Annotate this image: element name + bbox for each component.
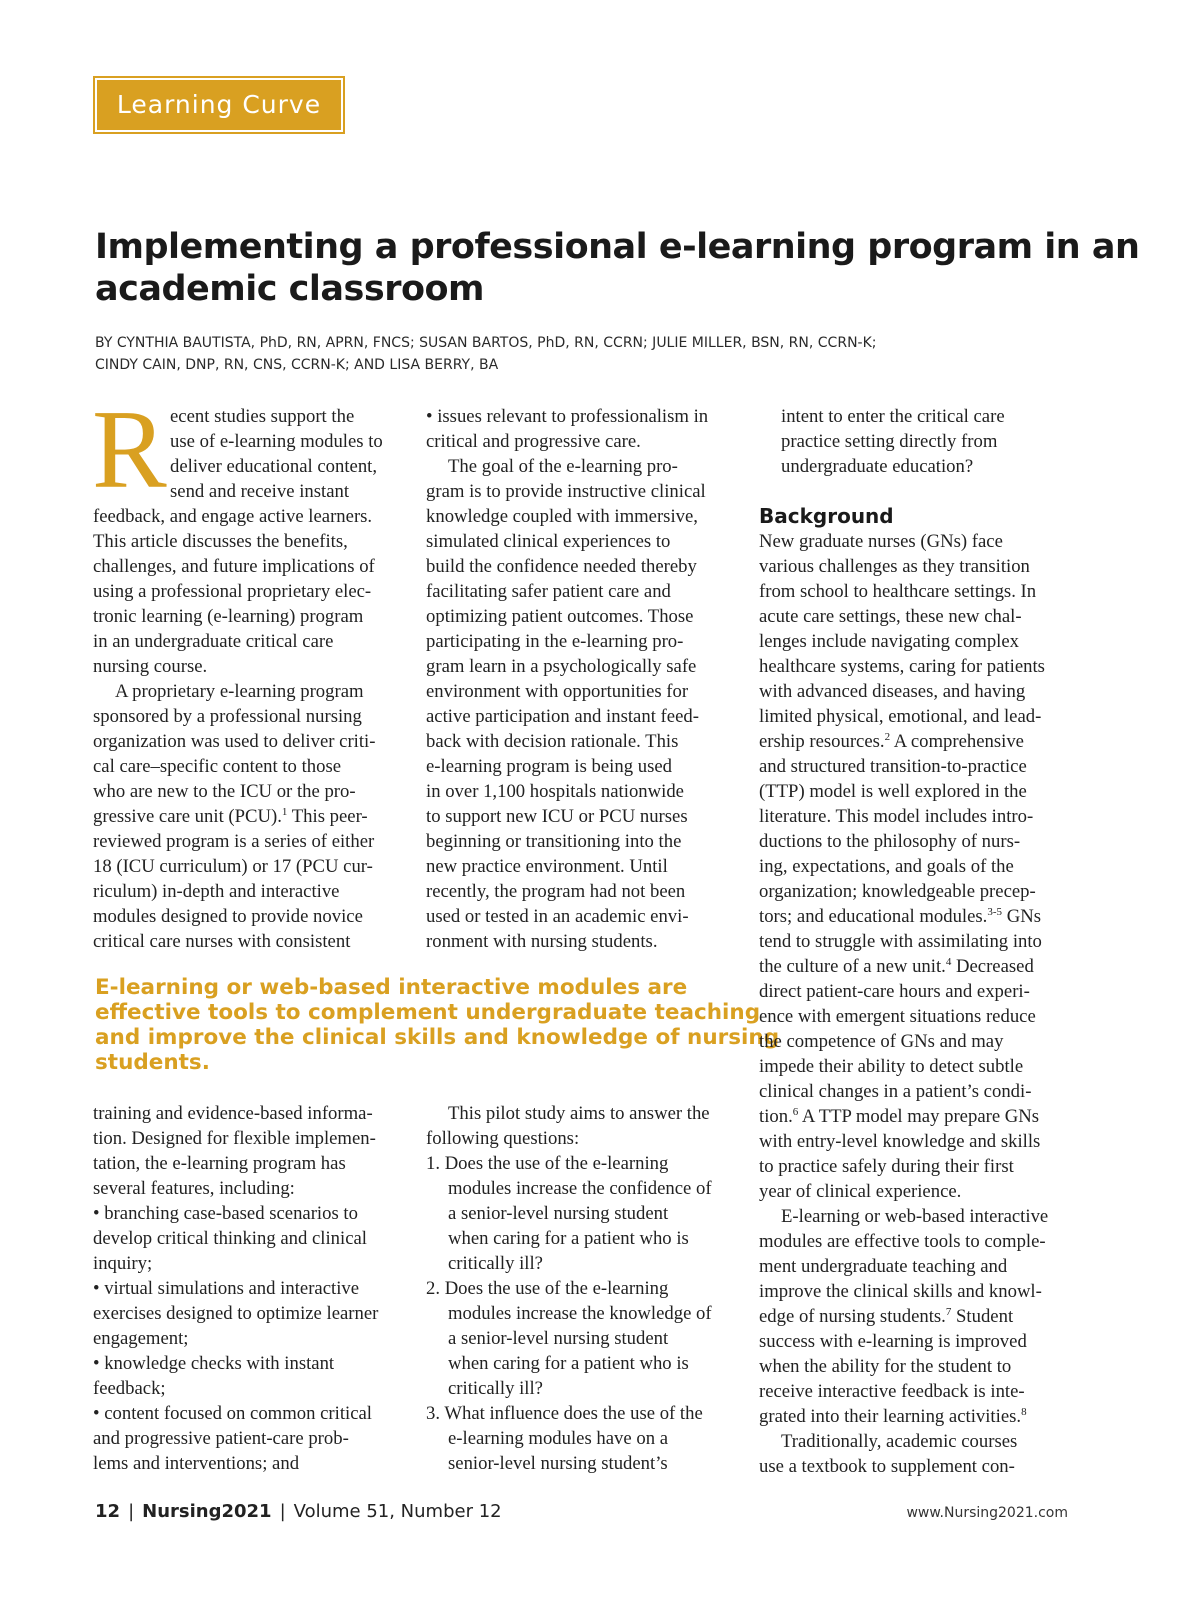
drop-cap-wrap-lines	[93, 404, 413, 504]
text-line: to support new ICU or PCU nurses	[426, 806, 688, 827]
text-line: improve the clinical skills and knowl-	[759, 1281, 1042, 1302]
article-title	[95, 226, 1140, 310]
bullet-item: • knowledge checks with instant	[93, 1353, 335, 1374]
text-line: riculum) in-depth and interactive	[93, 881, 340, 902]
text-line: grated into their learning activities.$^8$	[759, 1405, 1027, 1427]
text-line: undergraduate education?	[781, 456, 974, 477]
text-line: from school to healthcare settings. In	[759, 581, 1037, 602]
drop-cap: R	[92, 388, 167, 512]
column-2-bottom	[426, 1101, 746, 1476]
footer-website: www.Nursing2021.com	[906, 1505, 1068, 1521]
text-line: edge of nursing students.$^7$ Student	[759, 1305, 1014, 1327]
text-line: deliver educational content,	[170, 456, 378, 477]
text-line: healthcare systems, caring for patients	[759, 656, 1045, 677]
text-line: nursing course.	[93, 656, 208, 677]
text-line: This article discusses the benefits,	[93, 531, 348, 552]
text-line: simulated clinical experiences to	[426, 531, 671, 552]
text-line: gressive care unit (PCU).$^1$ This peer-	[93, 805, 368, 827]
text-line: modules increase the confidence of	[448, 1178, 712, 1199]
text-line: gram learn in a psychologically safe	[426, 656, 697, 677]
byline	[95, 332, 1095, 376]
journal-name: Nursing2021	[142, 1501, 272, 1522]
text-line: the competence of GNs and may	[759, 1031, 1004, 1052]
citation: 3-5	[987, 905, 1003, 918]
citation: 1	[281, 805, 288, 818]
text-line: lenges include navigating complex	[759, 631, 1019, 652]
text-line: active participation and instant feed-	[426, 706, 699, 727]
text-line: gram is to provide instructive clinical	[426, 481, 706, 502]
text-line: tend to struggle with assimilating into	[759, 931, 1042, 952]
text-line: a senior-level nursing student	[448, 1203, 669, 1224]
text-line: literature. This model includes intro-	[759, 806, 1034, 827]
text-line: engagement;	[93, 1328, 189, 1349]
column-2-top	[426, 404, 746, 954]
citation: 8	[1021, 1405, 1027, 1418]
bullet-item: • content focused on common critical	[93, 1403, 372, 1424]
text-line: optimizing patient outcomes. Those	[426, 606, 694, 627]
text-line: participating in the e-learning pro-	[426, 631, 684, 652]
page-number: 12	[95, 1501, 121, 1522]
text-line: New graduate nurses (GNs) face	[759, 531, 1003, 552]
text-line: inquiry;	[93, 1253, 153, 1274]
text-line: and structured transition-to-practice	[759, 756, 1027, 777]
text-line: direct patient-care hours and experi-	[759, 981, 1030, 1002]
text-line: modules increase the knowledge of	[448, 1303, 712, 1324]
text-line: clinical changes in a patient’s condi-	[759, 1081, 1032, 1102]
text-line: modules are effective tools to comple-	[759, 1231, 1046, 1252]
text-line: using a professional proprietary elec-	[93, 581, 372, 602]
text-line: to practice safely during their first	[759, 1156, 1014, 1177]
text-line: intent to enter the critical care	[781, 406, 1005, 427]
text-line: critical care nurses with consistent	[93, 931, 351, 952]
text-line: tors; and educational modules.$^{3-5}$ GNs	[759, 905, 1041, 927]
text-line: critical and progressive care.	[426, 431, 641, 452]
text-line: in an undergraduate critical care	[93, 631, 334, 652]
text-line: following questions:	[426, 1128, 580, 1149]
text-line: beginning or transitioning into the	[426, 831, 682, 852]
text-line: when caring for a patient who is	[448, 1353, 689, 1374]
text-line: with entry-level knowledge and skills	[759, 1131, 1041, 1152]
text-line: organization was used to deliver criti-	[93, 731, 376, 752]
pull-quote-line: effective tools to complement undergraduate teaching	[95, 1000, 761, 1025]
text-line: critically ill?	[448, 1378, 543, 1399]
text-line: senior-level nursing student’s	[448, 1453, 668, 1474]
text-line: critically ill?	[448, 1253, 543, 1274]
text-line: ductions to the philosophy of nurs-	[759, 831, 1021, 852]
byline-line: CINDY CAIN, DNP, RN, CNS, CCRN-K; AND LISA BERRY, BA	[95, 357, 499, 373]
text-line: tion.$^6$ A TTP model may prepare GNs	[759, 1105, 1040, 1127]
question-item: 2. Does the use of the e-learning	[426, 1278, 669, 1299]
bullet-item: • issues relevant to professionalism in	[426, 406, 709, 427]
title-line: Implementing a professional e-learning program in an	[95, 227, 1140, 267]
text-line: facilitating safer patient care and	[426, 581, 671, 602]
text-line: ership resources.$^2$ A comprehensive	[759, 730, 1024, 752]
text-line: ence with emergent situations reduce	[759, 1006, 1036, 1027]
text-line: feedback;	[93, 1378, 166, 1399]
text-line: who are new to the ICU or the pro-	[93, 781, 356, 802]
text-line: back with decision rationale. This	[426, 731, 679, 752]
text-line: lems and interventions; and	[93, 1453, 300, 1474]
bullet-item: • virtual simulations and interactive	[93, 1278, 360, 1299]
text-line: and progressive patient-care prob-	[93, 1428, 349, 1449]
text-line: new practice environment. Until	[426, 856, 668, 877]
text-line: limited physical, emotional, and lead-	[759, 706, 1042, 727]
pull-quote-line: E-learning or web-based interactive modules are	[95, 975, 688, 1000]
text-line: exercises designed to optimize learner	[93, 1303, 379, 1324]
pull-quote-line: students.	[95, 1050, 210, 1075]
question-item: 3. What influence does the use of the	[426, 1403, 703, 1424]
text-line: used or tested in an academic envi-	[426, 906, 689, 927]
text-line: tation, the e-learning program has	[93, 1153, 346, 1174]
text-line: feedback, and engage active learners.	[93, 506, 373, 527]
text-line: training and evidence-based informa-	[93, 1103, 373, 1124]
text-line: ronment with nursing students.	[426, 931, 658, 952]
citation: 7	[945, 1305, 952, 1318]
text-line: ing, expectations, and goals of the	[759, 856, 1014, 877]
text-line: ment undergraduate teaching and	[759, 1256, 1008, 1277]
text-line: tronic learning (e-learning) program	[93, 606, 364, 627]
citation: 2	[884, 730, 891, 743]
text-line: year of clinical experience.	[759, 1181, 962, 1202]
bullet-item: • branching case-based scenarios to	[93, 1203, 358, 1224]
text-line: when caring for a patient who is	[448, 1228, 689, 1249]
citation: 4	[945, 955, 952, 968]
text-line: develop critical thinking and clinical	[93, 1228, 367, 1249]
text-line: This pilot study aims to answer the	[448, 1103, 710, 1124]
text-line: use of e-learning modules to	[170, 431, 383, 452]
text-line: e-learning program is being used	[426, 756, 672, 777]
pull-quote-line: and improve the clinical skills and knowledge of nursing	[95, 1025, 780, 1050]
text-line: challenges, and future implications of	[93, 556, 375, 577]
footer-folio: 12 | Nursing2021 | Volume 51, Number 12	[95, 1501, 502, 1522]
issue-info: Volume 51, Number 12	[293, 1501, 502, 1522]
column-1-bottom	[93, 1101, 413, 1476]
text-line: impede their ability to detect subtle	[759, 1056, 1024, 1077]
text-line: (TTP) model is well explored in the	[759, 781, 1027, 802]
text-line: success with e-learning is improved	[759, 1331, 1027, 1352]
question-item: 1. Does the use of the e-learning	[426, 1153, 669, 1174]
text-line: in over 1,100 hospitals nationwide	[426, 781, 684, 802]
text-line: several features, including:	[93, 1178, 295, 1199]
text-line: acute care settings, these new chal-	[759, 606, 1022, 627]
text-line: Traditionally, academic courses	[781, 1431, 1018, 1452]
text-line: sponsored by a professional nursing	[93, 706, 362, 727]
text-line: tion. Designed for flexible implemen-	[93, 1128, 376, 1149]
text-line: The goal of the e-learning pro-	[448, 456, 678, 477]
text-line: reviewed program is a series of either	[93, 831, 375, 852]
column-3	[759, 404, 1079, 1479]
text-line: modules designed to provide novice	[93, 906, 363, 927]
text-line: organization; knowledgeable precep-	[759, 881, 1036, 902]
text-line: when the ability for the student to	[759, 1356, 1012, 1377]
text-line: knowledge coupled with immersive,	[426, 506, 698, 527]
byline-line: BY CYNTHIA BAUTISTA, PhD, RN, APRN, FNCS; SUSAN BARTOS, PhD, RN, CCRN; JULIE MILLER, BSN, RN, CCRN-K;	[95, 335, 877, 351]
section-tag: Learning Curve	[95, 78, 343, 132]
text-line: various challenges as they transition	[759, 556, 1030, 577]
text-line: practice setting directly from	[781, 431, 998, 452]
text-line: environment with opportunities for	[426, 681, 689, 702]
text-line: e-learning modules have on a	[448, 1428, 669, 1449]
text-line: recently, the program had not been	[426, 881, 686, 902]
text-line: receive interactive feedback is inte-	[759, 1381, 1025, 1402]
text-line: the culture of a new unit.$^4$ Decreased	[759, 955, 1034, 977]
text-line: A proprietary e-learning program	[115, 681, 364, 702]
text-line: ecent studies support the	[170, 406, 355, 427]
section-heading: Background	[759, 504, 894, 528]
text-line: use a textbook to supplement con-	[759, 1456, 1015, 1477]
text-line: build the confidence needed thereby	[426, 556, 697, 577]
text-line: E-learning or web-based interactive	[781, 1206, 1049, 1227]
column-1-top	[93, 404, 413, 954]
text-line: cal care–specific content to those	[93, 756, 342, 777]
pull-quote	[95, 975, 780, 1075]
text-line: a senior-level nursing student	[448, 1328, 669, 1349]
citation: 6	[792, 1105, 799, 1118]
title-line: academic classroom	[95, 269, 485, 309]
text-line: with advanced diseases, and having	[759, 681, 1026, 702]
text-line: send and receive instant	[170, 481, 350, 502]
text-line: 18 (ICU curriculum) or 17 (PCU cur-	[93, 856, 373, 877]
